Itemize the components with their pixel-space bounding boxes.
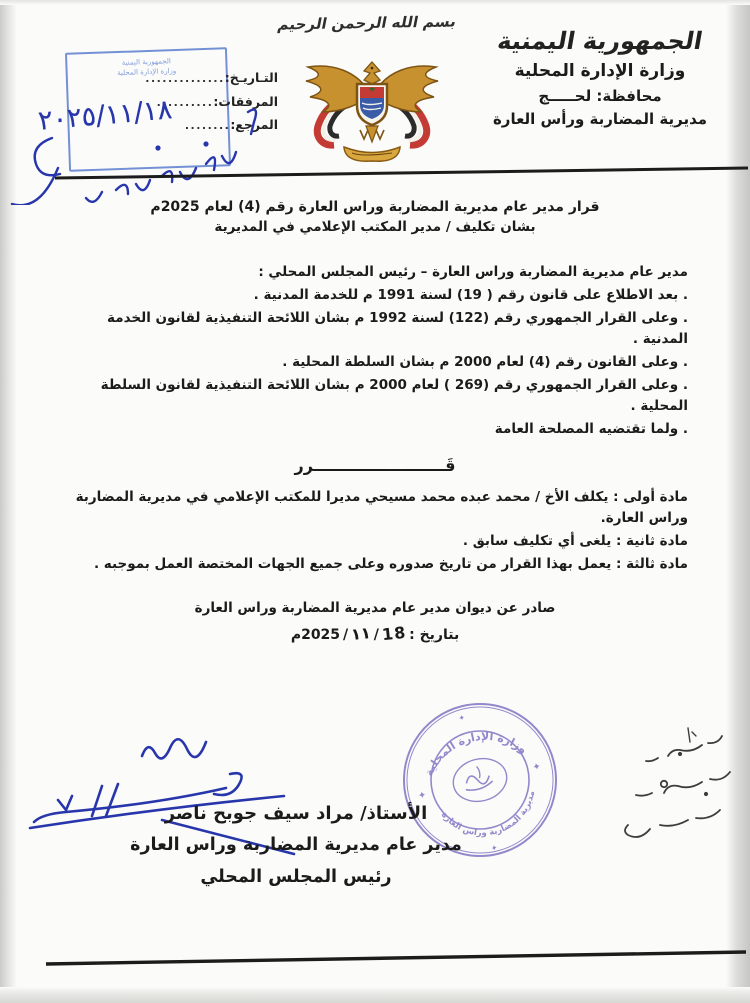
ministry-title: وزارة الإدارة المحلية — [514, 61, 686, 81]
svg-text:✦: ✦ — [489, 842, 499, 854]
reference-dots: ........ — [184, 119, 231, 132]
header-letterhead — [466, 26, 734, 128]
signatory-name: الأستاذ/ مراد سيف جوبح ناصر — [164, 803, 428, 824]
date-dots: .............. — [145, 72, 225, 85]
scan-edge-bottom — [0, 987, 750, 1003]
preamble-item-5: . ولما تقتضيه المصلحة العامة — [494, 421, 688, 437]
registry-stamp-faint-line: وزارة الإدارة المحلية — [117, 66, 177, 78]
registry-stamp-faint-line: الجمهورية اليمنية — [121, 57, 171, 67]
preamble-item-3: . وعلى القانون رقم (4) لعام 2000 م بشان السلطة المحلية . — [282, 354, 688, 370]
decree-title-line2: بشان تكليف / مدير المكتب الإعلامي في المديرية — [214, 219, 536, 235]
decision-heading: قَــــــــــــــــــــــــرر — [294, 456, 456, 475]
date-label: التـاريـخ: — [224, 70, 278, 85]
reference-label: المرجع: — [230, 117, 278, 132]
attachments-dots: .......... — [156, 96, 214, 109]
svg-text:✦: ✦ — [457, 712, 467, 724]
decree-title — [62, 199, 688, 235]
national-emblem-icon — [296, 50, 448, 170]
issued-day-handwritten: 18 — [380, 622, 408, 645]
articles — [60, 487, 688, 577]
slash: / — [343, 627, 349, 643]
governorate-line: محافظة: لحـــــج — [538, 87, 662, 105]
divider-line-bottom — [0, 944, 750, 970]
svg-text:✦: ✦ — [531, 761, 543, 774]
issued-year: 2025م — [290, 627, 341, 643]
preamble-item-1: . بعد الاطلاع على قانون رقم ( 19) لسنة 1991 م للخدمة المدنية . — [253, 287, 688, 303]
attachments-label: المرفقات: — [213, 94, 278, 109]
country-title: الجمهورية اليمنية — [495, 27, 705, 55]
issued-line: صادر عن ديوان مدير عام مديرية المضاربة وراس العارة — [194, 600, 556, 616]
article-1: مادة أولى : يكلف الأخ / محمد عبده محمد مسيحي مديرا للمكتب الإعلامي في مديرية المضاربة وراس العارة. — [75, 489, 688, 526]
divider-line-top — [0, 160, 750, 184]
handwritten-notes-icon — [560, 698, 748, 870]
preamble-item-2: . وعلى القرار الجمهوري رقم (122) لسنة 1992 م بشان اللائحة التنفيذية لقانون الخدمة المدنية . — [107, 310, 688, 347]
issued-date-row — [0, 624, 750, 643]
signature-block — [85, 799, 507, 893]
article-2: مادة ثانية : يلغى أي تكليف سابق . — [462, 533, 688, 549]
round-stamp-text-bottom: مديرية المضاربة وراس العارة — [438, 790, 538, 839]
article-3: مادة ثالثة : يعمل بهذا القرار من تاريخ صدوره وعلى جميع الجهات المختصة العمل بموجبه . — [93, 556, 688, 572]
svg-text:وزارة الإدارة المحلية — [415, 718, 531, 780]
bismillah-calligraphy: بسم الله الرحمن الرحيم — [276, 12, 458, 34]
preamble-intro: مدير عام مديرية المضاربة وراس العارة – رئيس المجلس المحلي : — [258, 264, 688, 280]
issued-date-label: بتاريخ : — [409, 627, 460, 643]
signatory-title2: رئيس المجلس المحلي — [200, 867, 392, 887]
slash: / — [373, 627, 379, 643]
preamble-item-4: . وعلى القرار الجمهوري رقم (269 ) لعام 2000 م بشان اللائحة التنفيذية لقانون السلطة المحلية . — [100, 377, 688, 414]
scan-edge-top — [0, 0, 750, 5]
round-stamp-text-top: وزارة الإدارة المحلية — [422, 729, 530, 779]
preamble — [60, 262, 688, 442]
decree-title-line1: قرار مدير عام مديرية المضاربة وراس العارة رقم (4) لعام 2025م — [150, 199, 600, 215]
directorate-line: مديرية المضاربة ورأس العارة — [492, 110, 708, 128]
handwritten-date: ٢٠٢٥/١١/١٨ — [36, 94, 174, 137]
issued-month-handwritten: ١١ — [350, 623, 372, 644]
svg-text:✦: ✦ — [416, 789, 428, 803]
signatory-title1: مدير عام مديرية المضاربة وراس العارة — [130, 835, 462, 855]
